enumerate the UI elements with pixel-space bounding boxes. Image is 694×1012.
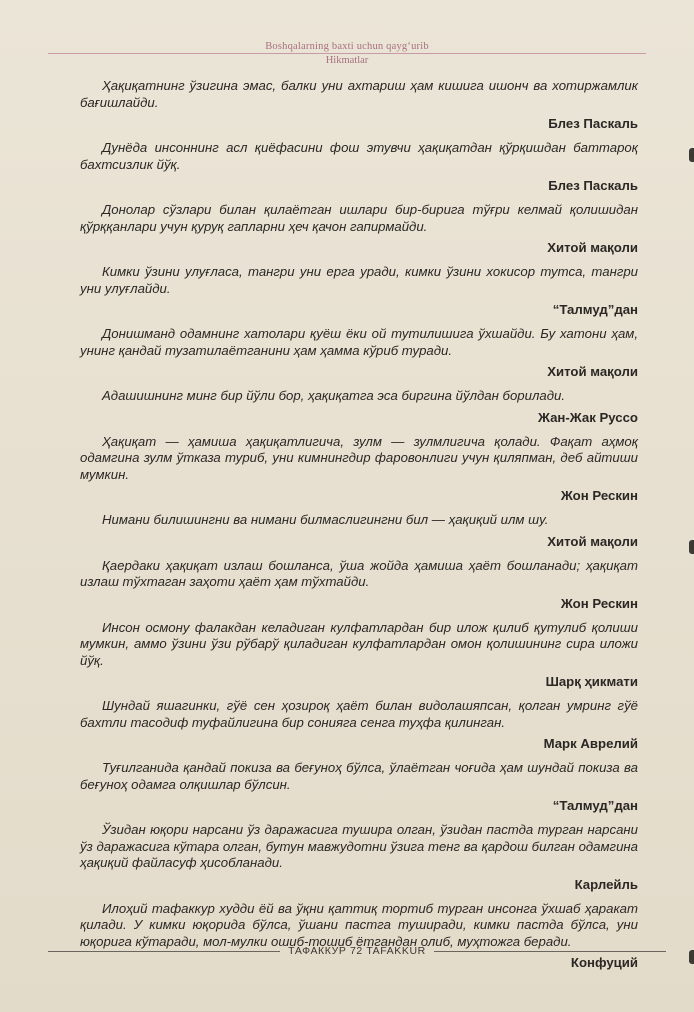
quote-author: Марк Аврелий bbox=[543, 736, 638, 751]
binding-hole-mark bbox=[689, 950, 694, 964]
quote-entry bbox=[80, 822, 638, 894]
quote-entry bbox=[80, 512, 638, 551]
quote-text: Донишманд одамнинг хатолари қуёш ёки ой тутилишига ўхшайди. Бу хатони ҳам, унинг қандай тузатилаётганини ҳам ҳамма кўриб туради. bbox=[80, 326, 638, 358]
quote-author: “Талмуд”дан bbox=[552, 798, 638, 813]
quote-author: Жон Рескин bbox=[560, 595, 638, 611]
quote-text: Ҳақиқат — ҳамиша ҳақиқатлигича, зулм — зулмлигича қолади. Фақат аҳмоқ одамгина зулм ўтказа туриб, уни кимнингдир фаровонлиги учун қиляпман, деб айтиши мумкин. bbox=[80, 433, 638, 482]
quote-author: Жан-Жак Руссо bbox=[538, 409, 638, 425]
quote-text: Ҳақиқатнинг ўзигина эмас, балки уни ахтариш ҳам кишига ишонч ва хотиржамлик бағишлайди. bbox=[80, 78, 638, 110]
page-footer bbox=[48, 945, 666, 957]
quote-entry bbox=[80, 388, 638, 427]
quote-text: Нимани билишингни ва нимани билмаслигингни бил — ҳақиқий илм шу. bbox=[102, 512, 549, 527]
quote-author: Блез Паскаль bbox=[548, 116, 638, 131]
quote-text: Туғилганида қандай покиза ва беғуноҳ бўлса, ўлаётган чоғида ҳам шундай покиза ва беғуноҳ одамга олқишлар бўлсин. bbox=[80, 760, 638, 792]
quotes-list bbox=[80, 78, 638, 979]
quote-entry bbox=[80, 264, 638, 319]
footer-rule-left bbox=[48, 951, 280, 952]
quote-author: Хитой мақоли bbox=[547, 533, 638, 549]
quote-text: Қаердаки ҳақиқат излаш бошланса, ўша жойда ҳамиша ҳаёт бошланади; ҳақиқат излаш тўхтаган заҳоти ҳаёт ҳам тўхтайди. bbox=[80, 557, 638, 589]
quote-text: Адашишнинг минг бир йўли бор, ҳақиқатга эса биргина йўлдан борилади. bbox=[102, 388, 566, 403]
quote-author: Хитой мақоли bbox=[547, 240, 638, 255]
quote-text: Донолар сўзлари билан қилаётган ишлари бир-бирига тўғри келмай қолишидан қўрққанлари учун қуруқ гапларни ҳеч қачон гапирмайди. bbox=[80, 202, 638, 234]
quote-text: Дунёда инсоннинг асл қиёфасини фош этувчи ҳақиқатдан қўрқишдан баттароқ бахтсизлик йўқ. bbox=[80, 140, 638, 172]
quote-entry bbox=[80, 901, 638, 973]
quote-author: Конфуций bbox=[570, 955, 638, 970]
running-header bbox=[0, 40, 694, 67]
footer-page-label: ТАФАККУР 72 TAFAKKUR bbox=[288, 945, 426, 957]
quote-text: Ўзидан юқори нарсани ўз даражасига тушира олган, ўзидан пастда турган нарсани ўз даражасига кўтара олган, бутун мавжудотни ўзига тенг ва қардош билган одамгина ҳақиқий файласуф ҳисобланади. bbox=[80, 822, 638, 870]
quote-entry bbox=[80, 698, 638, 753]
quote-entry bbox=[80, 760, 638, 815]
quote-entry bbox=[80, 140, 638, 195]
quote-entry bbox=[80, 434, 638, 506]
quote-text: Инсон осмону фалакдан келадиган кулфатлардан бир илож қилиб қутулиб қолиши мумкин, аммо ўзини ўзи рўбарў қиладиган кулфатлардан омон қолишининг сира иложи йўқ. bbox=[80, 619, 638, 668]
quote-entry bbox=[80, 78, 638, 133]
binding-hole-mark bbox=[689, 540, 694, 554]
quote-text: Шундай яшагинки, гўё сен ҳозироқ ҳаёт билан видолашяпсан, қолган умринг гўё бахтли тасодиф туфайлигина бир сонияга сенга туҳфа қилинган. bbox=[80, 698, 638, 730]
quote-entry bbox=[80, 558, 638, 613]
quote-author: “Талмуд”дан bbox=[552, 302, 638, 317]
quote-entry bbox=[80, 620, 638, 692]
quote-author: Жон Рескин bbox=[560, 488, 638, 503]
quote-author: Карлейль bbox=[574, 876, 638, 892]
quote-entry bbox=[80, 326, 638, 381]
quote-author: Шарқ ҳикмати bbox=[545, 674, 638, 689]
quote-entry bbox=[80, 202, 638, 257]
binding-hole-mark bbox=[689, 148, 694, 162]
quote-author: Блез Паскаль bbox=[548, 178, 638, 193]
header-divider bbox=[48, 53, 646, 54]
quote-text: Илоҳий тафаккур худди ёй ва ўқни қаттиқ тортиб турган инсонга ўхшаб ҳаракат қилади. У кимки юқорида бўлса, ўшани пастга туширади, кимки пастда бўлса, уни юқорига кўтаради, мол-мулки ошиб-тошиб ётгандан олиб, муҳтожга беради. bbox=[80, 900, 638, 949]
quote-author: Хитой мақоли bbox=[547, 364, 638, 379]
footer-rule-right bbox=[434, 951, 666, 952]
quote-text: Кимки ўзини улуғласа, тангри уни ерга уради, кимки ўзини хокисор тутса, тангри уни улуғлайди. bbox=[80, 264, 638, 296]
header-title: Boshqalarning baxti uchun qayg‘urib bbox=[265, 41, 429, 52]
header-subtitle: Hikmatlar bbox=[325, 55, 369, 66]
